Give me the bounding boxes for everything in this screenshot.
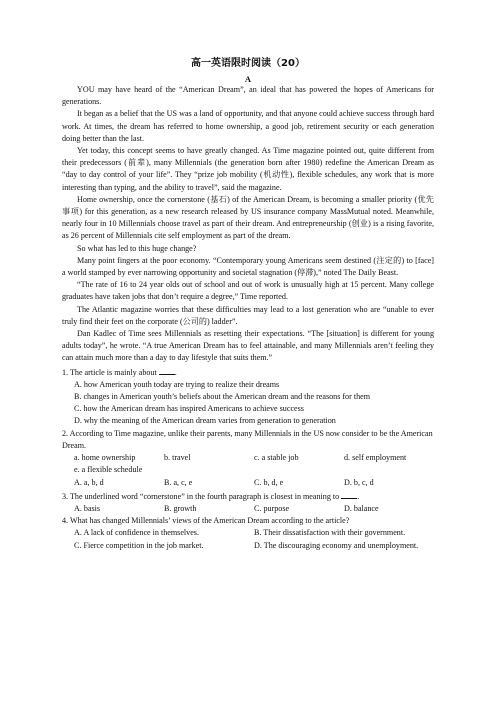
option-a[interactable]: A. A lack of confidence in themselves. [74, 528, 199, 538]
option-b[interactable]: B. a, c, e [164, 477, 193, 487]
page-title: 高一英语限时阅读（20） [191, 58, 305, 69]
paragraph: Dan Kadlec of Time sees Millennials as resetting their expectations. “The [situation] is different for young adults today”, he wrote. “A true American Dream has to feel attainable, and many Millennials aren’t feeling they can attain much more than a day to day lifestyle that suits them.” [62, 329, 434, 363]
paragraph: Yet today, this concept seems to have greatly changed. As Time magazine pointed out, quite different from their predecessors (前辈), many Millennials (the generation born after 1980) redefine the American Dream as “day to day control of your life”. They “prize job mobility (机动性), flexible schedules, any work that is more interesting than typing, and the ability to travel”, said the magazine. [62, 146, 434, 192]
option-a[interactable]: A. how American youth today are trying to realize their dreams [74, 379, 280, 389]
question-2-options [62, 477, 434, 489]
paragraph: YOU may have heard of the “American Dream”, an ideal that has powered the hopes of Americans for generations. [62, 85, 434, 107]
question-2: 2. According to Time magazine, unlike their parents, many Millennials in the US now consider to be the American Dream. [62, 428, 433, 450]
paragraph: Home ownership, once the cornerstone (基石) of the American Dream, is becoming a smaller priority (优先事项) for this generation, as a new research released by US insurance company MassMutual noted. Meanwhile, nearly four in 10 Millennials choose travel as part of their dream. And entrepreneurship (创业) is a rising favorite, as 26 percent of Millennials cite self employment as part of the dream. [62, 194, 434, 241]
option-c[interactable]: C. Fierce competition in the job market. [74, 540, 204, 550]
question-4-options-row2 [62, 540, 434, 552]
paragraph: So what has led to this huge change? [77, 243, 197, 253]
paragraph: Many point fingers at the poor economy. “Contemporary young Americans seem destined (注定的) to [face] a world stamped by ever narrowing opportunity and societal stagnation (停滞),” noted The Daily Beast. [62, 255, 434, 278]
question-stem-tail: . [174, 367, 177, 377]
section-label: A [244, 74, 252, 84]
option-a[interactable]: A. a, b, d [74, 477, 104, 487]
option-c[interactable]: C. how the American dream has inspired Americans to achieve success [74, 404, 304, 414]
question-4-options-row1 [62, 527, 434, 539]
passage-body [62, 84, 434, 552]
option-a[interactable]: A. basis [74, 503, 101, 513]
question-stem-tail: . [357, 491, 360, 501]
question-4: 4. What has changed Millennials’ views of the American Dream according to the article? [62, 516, 350, 526]
option-c[interactable]: C. b, d, e [254, 477, 284, 487]
option-d[interactable]: D. The discouraging economy and unemployment. [254, 540, 419, 550]
question-stem: 1. The article is mainly about [62, 367, 157, 377]
question-stem: 3. The underlined word “cornerstone” in the fourth paragraph is closest in meaning to [62, 491, 340, 501]
paragraph: “The rate of 16 to 24 year olds out of school and out of work is unusually high at 15 percent. Many college graduates have taken jobs that don’t require a degree,” Time reported. [62, 280, 434, 302]
option-d[interactable]: D. balance [344, 503, 379, 513]
paragraph: The Atlantic magazine worries that these difficulties may lead to a lost generation who are “unable to ever truly find their feet on the corporate (公司的) ladder”. [62, 304, 434, 326]
answer-blank[interactable] [159, 365, 175, 375]
option-b[interactable]: B. changes in American youth’s beliefs about the American dream and the reasons for them [74, 392, 371, 402]
option-d[interactable]: D. b, c, d [344, 477, 374, 487]
question-3 [62, 489, 434, 503]
item-c: c. a stable job [254, 453, 299, 463]
option-c[interactable]: C. purpose [254, 503, 290, 513]
option-b[interactable]: B. growth [164, 503, 197, 513]
item-a: a. home ownership [74, 453, 136, 463]
paragraph: It began as a belief that the US was a land of opportunity, and that anyone could achieve success through hard work. At times, the dream has referred to home ownership, a good job, retirement security or each generation doing better than the last. [62, 109, 434, 143]
option-b[interactable]: B. Their dissatisfaction with their government. [254, 528, 406, 538]
question-2-items [62, 452, 434, 464]
question-1 [62, 365, 434, 379]
item-b: b. travel [164, 453, 191, 463]
answer-blank[interactable] [341, 489, 360, 501]
option-d[interactable]: D. why the meaning of the American dream varies from generation to generation [74, 416, 336, 426]
item-e: e. a flexible schedule [74, 465, 143, 475]
question-3-options [62, 503, 434, 515]
item-d: d. self employment [344, 453, 407, 463]
